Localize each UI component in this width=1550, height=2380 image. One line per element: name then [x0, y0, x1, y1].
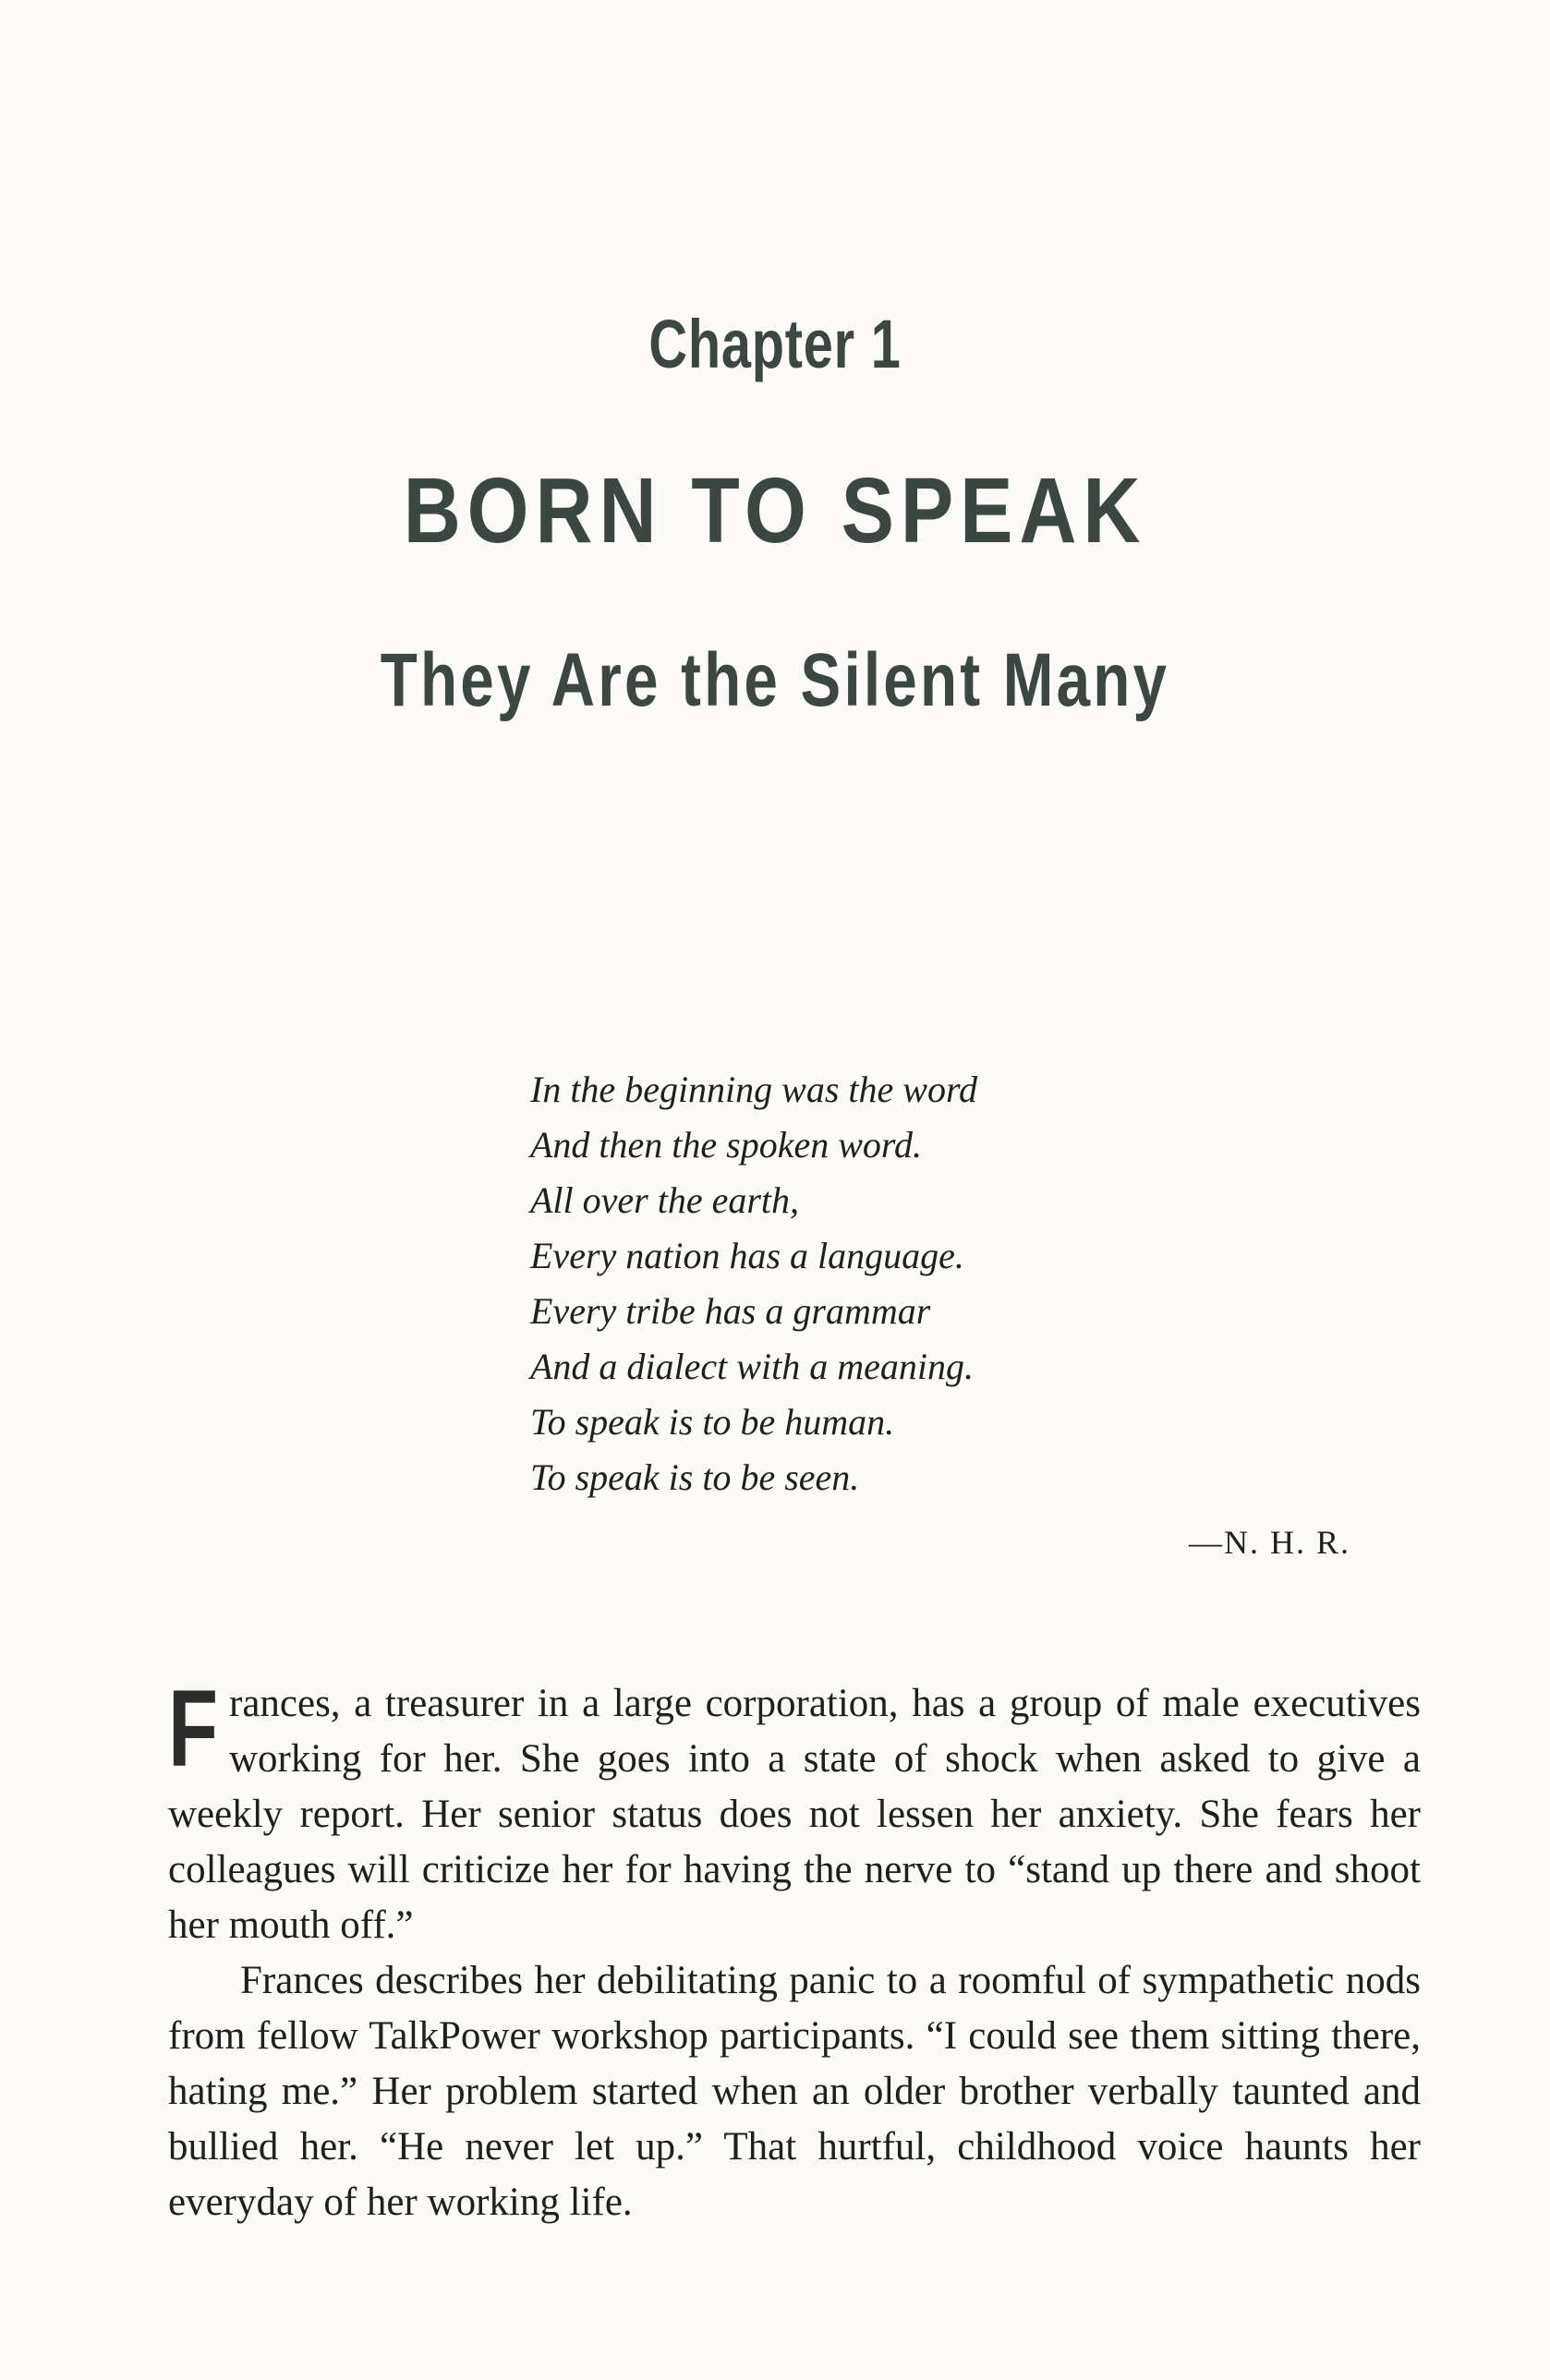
- epigraph-line: To speak is to be human.: [530, 1401, 895, 1443]
- epigraph-line: Every nation has a language.: [530, 1235, 964, 1276]
- epigraph-line: In the beginning was the word: [530, 1069, 978, 1110]
- chapter-subtitle: They Are the Silent Many: [380, 638, 1170, 722]
- epigraph-line: All over the earth,: [530, 1179, 800, 1221]
- epigraph-attribution: —N. H. R.: [1188, 1524, 1350, 1561]
- chapter-label: Chapter 1: [648, 306, 902, 382]
- epigraph-line: And then the spoken word.: [530, 1124, 923, 1166]
- epigraph-line: To speak is to be seen.: [530, 1456, 860, 1498]
- epigraph-line: And a dialect with a meaning.: [530, 1346, 974, 1387]
- body-text: [168, 1668, 1421, 2230]
- epigraph-line: Every tribe has a grammar: [530, 1290, 931, 1332]
- paragraph-2: Frances describes her debilitating panic to a roomful of sympathetic nods from fellow TalkPower workshop participants. “I could see them sitting there, hating me.” Her problem started when an older brother verbally taunted and bullied her. “He never let up.” That hurtful, childhood voice haunts her everyday of her working life.: [168, 1959, 1421, 2224]
- paragraph-1: [168, 1668, 1421, 1953]
- drop-cap: F: [168, 1668, 219, 1790]
- chapter-title: BORN TO SPEAK: [403, 459, 1147, 562]
- paragraph-1-text: rances, a treasurer in a large corporation, has a group of male executives working for her. She goes into a state of shock when asked to give a weekly report. Her senior status does not lessen her anxiety. She fears her colleagues will criticize her for having the nerve to “stand up there and shoot her mouth off.”: [168, 1682, 1421, 1947]
- epigraph: [530, 1062, 1232, 1505]
